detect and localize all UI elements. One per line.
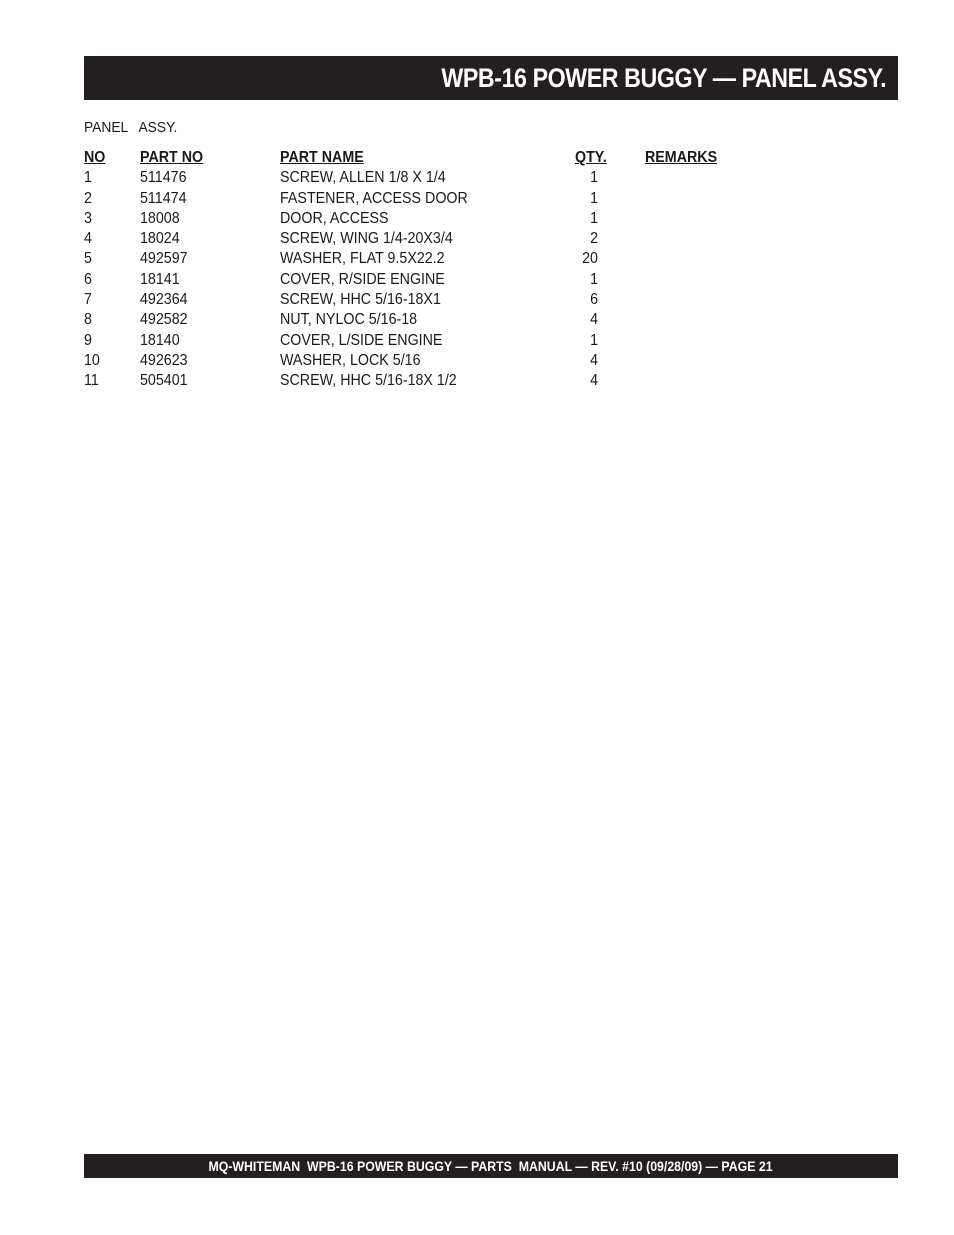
cell-part-name: FASTENER, ACCESS DOOR (280, 189, 468, 207)
cell-no: 1 (84, 169, 92, 187)
cell-no: 2 (84, 189, 92, 207)
cell-part-name: NUT, NYLOC 5/16-18 (280, 311, 418, 329)
cell-part-no: 492582 (140, 311, 188, 329)
cell-no: 5 (84, 250, 92, 268)
cell-part-no: 511474 (140, 189, 187, 207)
column-header-no: NO (84, 149, 106, 166)
cell-qty: 4 (590, 351, 598, 369)
table-row (84, 351, 784, 371)
cell-no: 7 (84, 291, 92, 309)
cell-part-no: 492623 (140, 351, 188, 369)
column-header-part-name: PART NAME (280, 149, 364, 166)
column-header-remarks: REMARKS (645, 149, 718, 166)
table-header-row (84, 148, 784, 168)
cell-no: 10 (84, 351, 100, 369)
column-header-part-no: PART NO (140, 149, 204, 166)
cell-part-name: SCREW, HHC 5/16-18X 1/2 (280, 372, 457, 390)
table-row (84, 331, 784, 351)
cell-part-name: SCREW, HHC 5/16-18X1 (280, 291, 441, 309)
table-row (84, 270, 784, 290)
cell-part-no: 505401 (140, 372, 188, 390)
table-row (84, 310, 784, 330)
cell-qty: 4 (590, 311, 598, 329)
table-row (84, 229, 784, 249)
table-row (84, 371, 784, 391)
cell-part-no: 18140 (140, 331, 180, 349)
section-title: PANEL ASSY. (84, 119, 178, 136)
cell-part-name: WASHER, LOCK 5/16 (280, 351, 421, 369)
header-bar (84, 56, 898, 100)
table-row (84, 209, 784, 229)
cell-qty: 6 (590, 291, 598, 309)
cell-part-name: COVER, R/SIDE ENGINE (280, 270, 445, 288)
cell-part-name: DOOR, ACCESS (280, 209, 389, 227)
cell-qty: 1 (590, 331, 598, 349)
cell-no: 6 (84, 270, 92, 288)
table-row (84, 249, 784, 269)
cell-qty: 1 (590, 169, 598, 187)
cell-no: 3 (84, 209, 92, 227)
cell-qty: 1 (590, 189, 598, 207)
table-row (84, 290, 784, 310)
cell-part-no: 18024 (140, 230, 180, 248)
page-title: WPB-16 POWER BUGGY — PANEL ASSY. (441, 62, 886, 93)
cell-qty: 2 (590, 230, 598, 248)
parts-table (84, 148, 784, 392)
cell-qty: 1 (590, 270, 598, 288)
cell-no: 9 (84, 331, 92, 349)
cell-qty: 4 (590, 372, 598, 390)
cell-qty: 20 (582, 250, 598, 268)
cell-qty: 1 (590, 209, 598, 227)
table-row (84, 189, 784, 209)
cell-part-no: 18008 (140, 209, 180, 227)
cell-part-no: 18141 (140, 270, 180, 288)
footer-text: MQ-WHITEMAN WPB-16 POWER BUGGY — PARTS MANUAL — REV. #10 (09/28/09) — PAGE 21 (208, 1158, 774, 1174)
footer-bar (84, 1154, 898, 1178)
cell-part-name: COVER, L/SIDE ENGINE (280, 331, 443, 349)
cell-no: 4 (84, 230, 92, 248)
cell-part-no: 511476 (140, 169, 187, 187)
table-row (84, 168, 784, 188)
cell-part-name: SCREW, WING 1/4-20X3/4 (280, 230, 453, 248)
cell-no: 8 (84, 311, 92, 329)
cell-part-name: SCREW, ALLEN 1/8 X 1/4 (280, 169, 446, 187)
cell-part-no: 492364 (140, 291, 188, 309)
cell-part-name: WASHER, FLAT 9.5X22.2 (280, 250, 445, 268)
cell-part-no: 492597 (140, 250, 188, 268)
cell-no: 11 (84, 372, 99, 390)
table-body (84, 168, 784, 391)
column-header-qty: QTY. (575, 149, 607, 166)
